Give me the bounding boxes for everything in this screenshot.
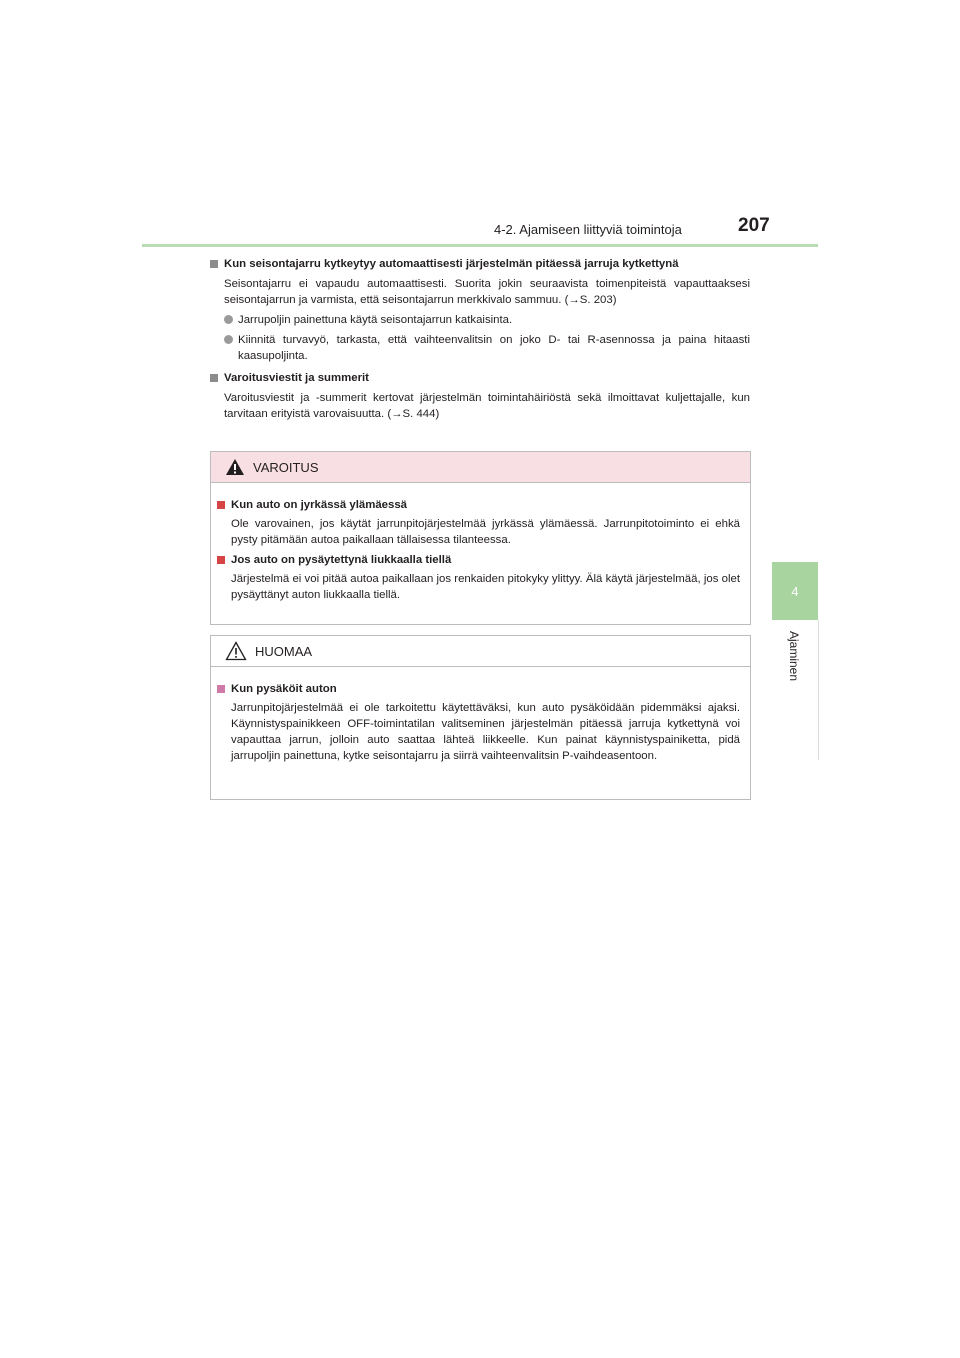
warning-item-text: Ole varovainen, jos käytät jarrunpitojärjestelmää jyrkässä ylämäessä. Jarrunpitotoiminto ei ehkä pysty pitämään autoa paikallaan tällaisessa tilanteessa. bbox=[231, 518, 740, 546]
chapter-number: 4 bbox=[791, 583, 799, 599]
warning-item-heading bbox=[217, 552, 740, 568]
warning-box-body bbox=[211, 483, 750, 603]
section-heading-text: Varoitusviestit ja summerit bbox=[224, 372, 369, 384]
square-bullet-icon bbox=[217, 556, 225, 564]
notice-box-title: HUOMAA bbox=[255, 643, 313, 659]
chapter-label: Ajaminen bbox=[787, 631, 801, 682]
warning-item-heading-text: Kun auto on jyrkässä ylämäessä bbox=[231, 499, 408, 511]
side-divider bbox=[818, 620, 819, 760]
notice-box-header bbox=[211, 636, 750, 667]
section-heading-text: Kun seisontajarru kytkeytyy automaattisesti järjestelmän pitäessä jarruja kytkettynä bbox=[224, 258, 679, 270]
header-rule bbox=[142, 244, 818, 247]
square-bullet-icon bbox=[210, 374, 218, 382]
square-bullet-icon bbox=[217, 685, 225, 693]
warning-box-header bbox=[211, 452, 750, 483]
list-item bbox=[224, 332, 750, 364]
running-header-section: 4-2. Ajamiseen liittyviä toimintoja bbox=[494, 222, 682, 237]
warning-box bbox=[210, 451, 751, 625]
warning-item-heading bbox=[217, 497, 740, 513]
square-bullet-icon bbox=[217, 501, 225, 509]
section-warnings bbox=[210, 370, 750, 422]
notice-box bbox=[210, 635, 751, 800]
chapter-tab bbox=[772, 562, 818, 620]
notice-box-body bbox=[211, 667, 750, 764]
list-item-text: Kiinnitä turvavyö, tarkasta, että vaihteenvalitsin on joko D- tai R-asennossa ja paina hitaasti kaasupoljinta. bbox=[238, 334, 750, 362]
warning-item-heading-text: Jos auto on pysäytettynä liukkaalla tiellä bbox=[231, 554, 452, 566]
section-paragraph: Varoitusviestit ja -summerit kertovat järjestelmän toimintahäiriöstä sekä ilmoittavat kuljettajalle, kun tarvitaan erityistä varovaisuutta. (→S. 444) bbox=[224, 392, 750, 420]
main-content bbox=[210, 256, 750, 426]
list-item-text: Jarrupoljin painettuna käytä seisontajarrun katkaisinta. bbox=[238, 314, 513, 326]
round-bullet-icon bbox=[224, 335, 233, 344]
warning-item-text: Järjestelmä ei voi pitää autoa paikallaan jos renkaiden pitokyky ylittyy. Älä käytä järjestelmää, jos olet pysäyttänyt auton liukkaalla tiellä. bbox=[231, 573, 740, 601]
warning-triangle-icon bbox=[225, 458, 245, 476]
section-heading bbox=[210, 370, 750, 386]
list-item bbox=[224, 312, 750, 328]
round-bullet-icon bbox=[224, 315, 233, 324]
warning-box-title: VAROITUS bbox=[253, 459, 319, 475]
section-parking-brake bbox=[210, 256, 750, 364]
notice-item-heading bbox=[217, 681, 740, 697]
section-paragraph: Seisontajarru ei vapaudu automaattisesti. Suorita jokin seuraavista toimenpiteistä vapauttaaksesi seisontajarrun ja varmista, että seisontajarrun merkkivalo sammuu. (→S. 203) bbox=[224, 278, 750, 306]
caution-triangle-icon bbox=[225, 641, 247, 661]
section-heading bbox=[210, 256, 750, 272]
square-bullet-icon bbox=[210, 260, 218, 268]
notice-item-text: Jarrunpitojärjestelmää ei ole tarkoitettu käytettäväksi, kun auto pysäköidään pidemmäksi ajaksi. Käynnistyspainikkeen OFF-toimintatilan valitseminen järjestelmän pitäessä jarruja kytkettynä voi vapauttaa jarrun, jolloin auto saattaa lähteä liikkeelle. Kun painat käynnistyspainiketta, pidä jarrupoljin painettuna, kytke seisontajarru ja siirrä vaihteenvalitsin P-vaihdeasentoon. bbox=[231, 702, 740, 762]
page-number: 207 bbox=[738, 215, 770, 236]
notice-item-heading-text: Kun pysäköit auton bbox=[231, 683, 337, 695]
